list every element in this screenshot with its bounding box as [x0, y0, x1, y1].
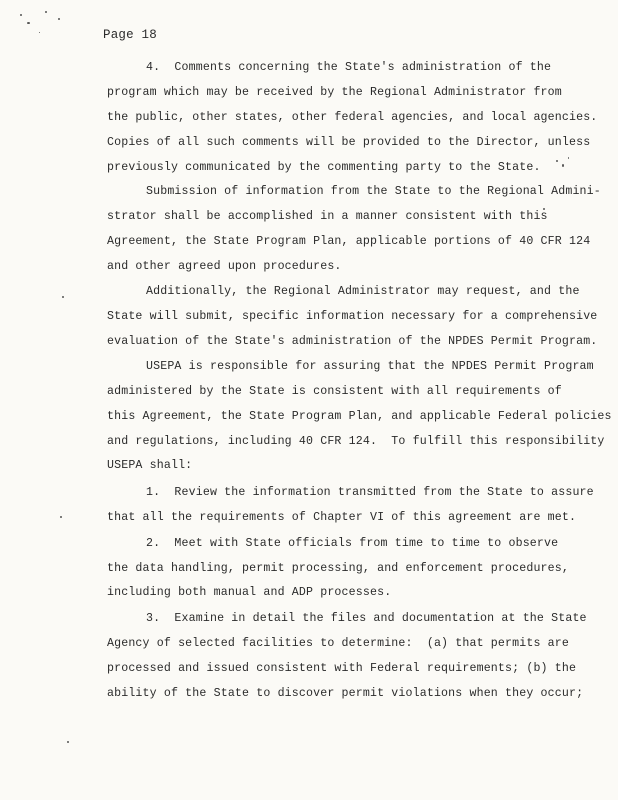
- text-line: that all the requirements of Chapter VI of this agreement are met.: [107, 511, 577, 524]
- text-line: processed and issued consistent with Federal requirements; (b) the: [107, 662, 577, 675]
- text-line: evaluation of the State's administration of the NPDES Permit Program.: [107, 335, 598, 348]
- scan-speck: [27, 22, 30, 24]
- scan-speck: [39, 32, 40, 33]
- text-line: 3. Examine in detail the files and documentation at the State: [146, 612, 587, 625]
- scan-speck: [20, 14, 22, 16]
- text-line: and other agreed upon procedures.: [107, 260, 342, 273]
- text-line: Agreement, the State Program Plan, applicable portions of 40 CFR 124: [107, 235, 591, 248]
- scan-speck: [543, 208, 545, 210]
- text-line: Submission of information from the State to the Regional Admini-: [146, 185, 601, 198]
- text-line: ability of the State to discover permit violations when they occur;: [107, 687, 584, 700]
- text-line: 1. Review the information transmitted from the State to assure: [146, 486, 594, 499]
- text-line: 2. Meet with State officials from time to time to observe: [146, 537, 559, 550]
- text-line: the public, other states, other federal agencies, and local agencies.: [107, 111, 598, 124]
- text-line: strator shall be accomplished in a manner consistent with this: [107, 210, 548, 223]
- text-line: 4. Comments concerning the State's administration of the: [146, 61, 552, 74]
- text-line: including both manual and ADP processes.: [107, 586, 392, 599]
- scan-speck: [45, 11, 47, 13]
- scan-speck: [568, 157, 569, 159]
- scan-speck: [60, 516, 62, 518]
- text-line: and regulations, including 40 CFR 124. To fulfill this responsibility: [107, 435, 605, 448]
- text-line: Agency of selected facilities to determine: (a) that permits are: [107, 637, 569, 650]
- text-line: administered by the State is consistent with all requirements of: [107, 385, 562, 398]
- scan-speck: [58, 18, 60, 20]
- page-number: Page 18: [103, 28, 157, 42]
- text-line: State will submit, specific information necessary for a comprehensive: [107, 310, 598, 323]
- text-line: Copies of all such comments will be provided to the Director, unless: [107, 136, 591, 149]
- text-line: USEPA shall:: [107, 459, 193, 472]
- text-line: previously communicated by the commenting party to the State.: [107, 161, 541, 174]
- text-line: the data handling, permit processing, and enforcement procedures,: [107, 562, 569, 575]
- scan-speck: [562, 164, 564, 167]
- text-line: this Agreement, the State Program Plan, and applicable Federal policies: [107, 410, 612, 423]
- scan-speck: [62, 296, 64, 298]
- text-line: Additionally, the Regional Administrator may request, and the: [146, 285, 580, 298]
- text-line: program which may be received by the Regional Administrator from: [107, 86, 562, 99]
- text-line: USEPA is responsible for assuring that the NPDES Permit Program: [146, 360, 594, 373]
- scan-speck: [556, 160, 558, 162]
- scan-speck: [67, 741, 69, 743]
